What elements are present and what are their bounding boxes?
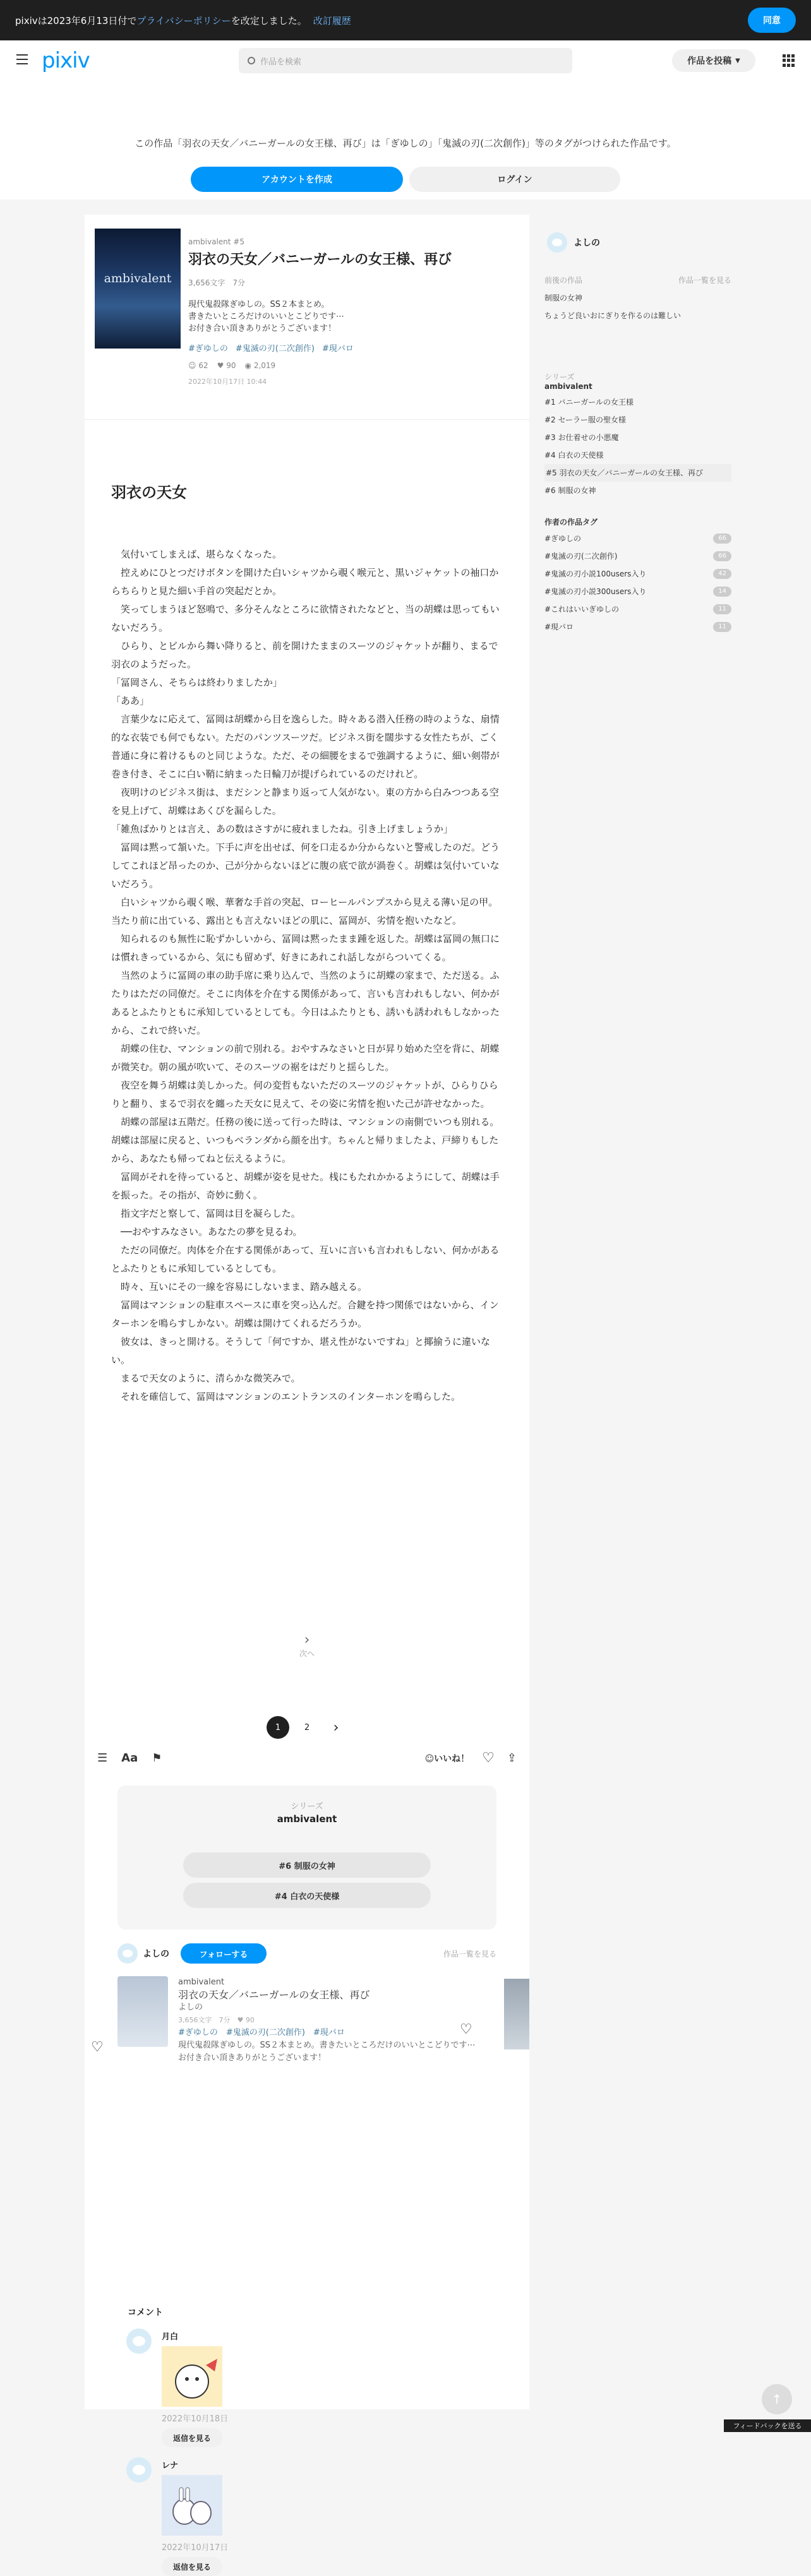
card-info — [178, 1976, 481, 2065]
novel-paragraph: 「ああ」 — [111, 695, 150, 707]
view-replies-button[interactable]: 返信を見る — [162, 2428, 222, 2447]
search-placeholder: 作品を検索 — [260, 57, 302, 67]
comment-stamp — [162, 2346, 222, 2407]
desc-line: 書きたいところだけのいいとこどりです⋯ — [188, 311, 345, 321]
list-icon[interactable]: ☰ — [97, 1751, 108, 1765]
recent-item[interactable]: 制服の女神 — [544, 294, 583, 302]
like-count-value: 62 — [198, 361, 208, 370]
card-tags[interactable]: #ぎゆしの #鬼滅の刃(二次創作) #現パロ — [178, 2028, 345, 2037]
card-meta: 3,656文字 7分 ♥ 90 — [178, 2016, 255, 2024]
novel-body-text — [111, 546, 503, 1406]
search-icon — [248, 57, 255, 64]
privacy-policy-link[interactable]: プライバシーポリシー — [136, 15, 231, 27]
series-box-label: シリーズ — [291, 1802, 323, 1811]
comment-date: 2022年10月18日 — [162, 2414, 229, 2424]
bookmark-icon[interactable]: ⚑ — [152, 1751, 162, 1765]
novel-paragraph: 笑ってしまうほど怒鳴で、多分そんなところに欲情されたなどと、当の胡蝶は思ってもいないだろう。 — [111, 604, 500, 633]
card-title[interactable]: 羽衣の天女／バニーガールの女王様、再び — [178, 1989, 370, 2001]
author-tag[interactable] — [544, 530, 731, 547]
create-account-button[interactable]: アカウントを作成 — [191, 167, 403, 192]
novel-paragraph: 知られるのも無性に恥ずかしいから、冨岡は黙ったまま踵を返した。胡蝶は冨岡の無口には慣れきっているから、気にも留めず、好きにあれこれ話しながらついてくる。 — [111, 933, 500, 963]
recent-item[interactable]: ちょうど良いおにぎりを作るのは難しい — [544, 311, 682, 320]
tag-link[interactable]: #鬼滅の刃(二次創作) — [235, 343, 315, 354]
iine-label: いいね！ — [434, 1753, 470, 1764]
author-tag[interactable] — [544, 565, 731, 583]
notice-text-after: を改定しました。 — [231, 15, 307, 27]
recent-label: 前後の作品 — [544, 276, 583, 285]
sidebar-recent — [544, 271, 731, 325]
series-navigation-box — [117, 1786, 496, 1929]
tag-name: #鬼滅の刃(二次創作) — [544, 552, 618, 561]
avatar[interactable] — [126, 2329, 152, 2354]
page-2-button[interactable]: 2 — [304, 1722, 310, 1732]
tag-name: #これはいいぎゆしの — [544, 605, 620, 614]
tag-link[interactable]: #ぎゆしの — [188, 343, 228, 354]
next-page-link[interactable] — [85, 1633, 529, 1659]
avatar[interactable] — [547, 232, 567, 253]
card-author[interactable]: よしの — [178, 2003, 203, 2012]
smile-icon: ☺ — [424, 1753, 435, 1764]
work-stats — [188, 361, 517, 370]
page-1-button[interactable]: 1 — [267, 1716, 289, 1739]
like-icon: ☺ — [188, 361, 196, 370]
author-tag[interactable] — [544, 618, 731, 636]
reader-toolbar — [85, 1743, 529, 1778]
series-prev-button[interactable]: #4 白衣の天使様 — [183, 1883, 431, 1908]
novel-main-panel — [85, 215, 529, 2572]
tag-name: #現パロ — [544, 623, 574, 631]
tag-count: 42 — [713, 569, 731, 579]
chevron-down-icon: ▼ — [735, 57, 740, 64]
apps-grid-icon[interactable] — [783, 54, 795, 67]
tag-count: 14 — [713, 587, 731, 597]
post-date: 2022年10月17日 10:44 — [188, 377, 267, 386]
view-count-value: 2,019 — [253, 361, 276, 370]
novel-paragraph: 彼女は、きっと開ける。そうして「何ですか、堪え性がないですね」と揶揄うに違いない。 — [111, 1336, 491, 1366]
series-next-button[interactable]: #6 制服の女神 — [183, 1852, 431, 1878]
comments-heading: コメント — [128, 2308, 163, 2318]
novel-paragraph: ただの同僚だ。肉体を介在する関係があって、互いに言いも言われもしない、何かがあるとふたりともに承知しているとしても。 — [111, 1244, 500, 1274]
heart-icon: ♥ — [217, 361, 224, 370]
novel-cover-image[interactable] — [95, 229, 181, 349]
avatar[interactable] — [117, 1943, 138, 1964]
series-label[interactable]: ambivalent #5 — [188, 237, 244, 246]
card-series: ambivalent — [178, 1977, 225, 1987]
tag-name: #ぎゆしの — [544, 534, 582, 543]
post-work-button[interactable] — [672, 49, 755, 72]
revision-history-link[interactable]: 改訂履歴 — [313, 15, 351, 27]
post-work-label: 作品を投稿 — [687, 56, 732, 66]
like-count — [188, 361, 208, 370]
tag-count: 66 — [713, 551, 731, 561]
novel-paragraph: 「雑魚ばかりとは言え、あの数はさすがに疲れましたね。引き上げましょうか」 — [111, 823, 453, 835]
sidebar-author-name[interactable]: よしの — [574, 238, 600, 248]
tag-link[interactable]: #現パロ — [321, 343, 354, 354]
tag-count: 66 — [713, 534, 731, 544]
desc-line: お付き合い頂きありがとうございます！ — [188, 323, 337, 333]
series-item[interactable]: #3 お仕着せの小悪魔 — [544, 433, 619, 442]
avatar[interactable] — [126, 2457, 152, 2483]
sidebar-series — [544, 371, 731, 499]
chevron-right-icon: › — [304, 1632, 310, 1648]
novel-paragraph: それを確信して、冨岡はマンションのエントランスのインターホンを鳴らした。 — [111, 1391, 460, 1402]
work-description — [188, 299, 517, 335]
novel-paragraph: 胡蝶の部屋は五階だ。任務の後に送って行った時は、マンションの南側でいつも別れる。胡蝶は部屋に戻ると、いつもベランダから顔を出す。ちゃんと帰りましたよ、戸締りもしたから、あなたも帰ってねと伝えるように。 — [111, 1116, 500, 1164]
series-item[interactable]: #4 白衣の天使様 — [544, 451, 604, 460]
heart-icon[interactable]: ♡ — [91, 2039, 104, 2055]
feedback-button[interactable]: フィードバックを送る — [724, 2419, 811, 2432]
search-input[interactable] — [239, 48, 572, 73]
view-list-link[interactable]: 作品一覧を見る — [678, 276, 731, 285]
cover-title-text: ambivalent — [104, 271, 172, 285]
comment-date: 2022年10月17日 — [162, 2543, 229, 2553]
novel-paragraph: 気付いてしまえば、堪らなくなった。 — [111, 549, 282, 560]
card-desc: 現代鬼殺隊ぎゆしの。SS２本まとめ。書きたいところだけのいいとこどりです⋯お付き合い頂きありがとうございます！ — [178, 2041, 476, 2063]
work-card[interactable] — [117, 1976, 496, 2065]
heart-icon[interactable]: ♡ — [460, 2022, 472, 2037]
chapter-title: 羽衣の天女 — [111, 484, 187, 501]
eye-icon: ◉ — [244, 361, 251, 370]
comment-author[interactable]: 月白 — [162, 2332, 179, 2342]
author-tag[interactable] — [544, 600, 731, 618]
menu-icon[interactable] — [16, 54, 28, 64]
tag-name: #鬼滅の刃小説100users入り — [544, 569, 647, 578]
bookmark-count-value: 90 — [226, 361, 236, 370]
tag-count: 11 — [713, 622, 731, 632]
pixiv-logo[interactable]: pixiv — [42, 48, 90, 73]
site-header — [0, 40, 811, 81]
sidebar-author — [542, 230, 731, 255]
novel-paragraph: 控えめにひとつだけボタンを開けた白いシャツから覗く喉元と、黒いジャケットの袖口からちらりと見た細い手首の突起だとか。 — [111, 567, 499, 597]
author-name[interactable]: よしの — [143, 1949, 169, 1959]
follow-button[interactable]: フォローする — [181, 1943, 267, 1964]
card-thumbnail[interactable] — [117, 1976, 168, 2047]
work-tags — [188, 342, 517, 354]
work-meta: 3,656文字 7分 — [188, 278, 245, 287]
next-card-thumbnail[interactable] — [504, 1979, 529, 2049]
agree-button[interactable]: 同意 — [748, 8, 796, 33]
pagination — [85, 1716, 529, 1739]
privacy-notice-bar — [0, 0, 811, 40]
heart-icon[interactable]: ♡ — [482, 1750, 495, 1766]
novel-paragraph: 当然のように冨岡の車の助手席に乗り込んで、当然のように胡蝶の家まで、ただ送る。ふたりはただの同僚だ。そこに肉体を介在する関係があって、言いも言われもしない、何かがあるとふたりともに承知しているとしても。今日はふたりとも、誘いも誘われもしなかったから、これで終いだ。 — [111, 970, 500, 1036]
divider — [85, 419, 529, 420]
novel-paragraph: 冨岡がそれを待っていると、胡蝶が姿を見せた。桟にもたれかかるようにして、胡蝶は手を振った。その指が、奇妙に動く。 — [111, 1171, 500, 1201]
novel-paragraph: 言葉少なに応えて、冨岡は胡蝶から目を逸らした。時々ある潜入任務の時のような、扇情的な衣装でも何でもない。ただのパンツスーツだ。ビジネス街を闊歩する女性たちが、ごく普通に身に着けるものと同じような。ただ、その細腰をまるで強調するように、細い剣帯が巻き付き、そこに白い鞘に納まった日輪刀が提げられているのだけれど。 — [111, 713, 500, 780]
comment-stamp — [162, 2475, 222, 2536]
view-replies-button[interactable]: 返信を見る — [162, 2557, 222, 2576]
novel-paragraph: 夜明けのビジネス街は、まだシンと静まり返って人気がない。東の方から白みつつある空を見上げて、胡蝶はあくびを漏らした。 — [111, 787, 499, 816]
notice-text-before: pixivは2023年6月13日付で — [15, 15, 137, 27]
novel-paragraph: 白いシャツから覗く喉、華奢な手首の突起、ローヒールパンプスから見える薄い足の甲。当たり前に出ている、露出とも言えないほどの肌に、冨岡が、劣情を抱いたなど。 — [111, 897, 498, 926]
tags-label: 作者の作品タグ — [544, 518, 598, 527]
novel-paragraph: ──おやすみなさい。あなたの夢を見るわ。 — [111, 1226, 303, 1237]
author-row — [117, 1941, 496, 1966]
iine-button[interactable] — [425, 1752, 470, 1765]
author-tag[interactable] — [544, 583, 731, 600]
series-item[interactable]: #6 制服の女神 — [544, 486, 596, 495]
series-box-title[interactable]: ambivalent — [277, 1813, 337, 1825]
tag-name: #鬼滅の刃小説300users入り — [544, 587, 647, 596]
desc-line: 現代鬼殺隊ぎゆしの。SS２本まとめ。 — [188, 300, 330, 309]
login-button[interactable]: ログイン — [409, 167, 620, 192]
series-label: シリーズ — [544, 373, 575, 381]
novel-paragraph: 冨岡は黙って頷いた。下手に声を出せば、何を口走るか分からないと警戒したのだ。どうしてこれほど昂ったのか、己が分からないほどに腹の底で欲が渦巻く。胡蝶は気付いていないだろう。 — [111, 842, 500, 890]
novel-paragraph: 胡蝶の住む、マンションの前で別れる。おやすみなさいと日が昇り始めた空を背に、胡蝶が微笑む。朝の風が吹いて、そのスーツの裾をはだりと揺らした。 — [111, 1043, 500, 1073]
tag-count: 11 — [713, 604, 731, 614]
novel-paragraph: まるで天女のように、清らかな微笑みで。 — [111, 1373, 301, 1384]
font-settings-icon[interactable]: Aa — [121, 1751, 138, 1765]
scroll-to-top-button[interactable]: ↑ — [762, 2384, 792, 2414]
novel-paragraph: 冨岡はマンションの駐車スペースに車を突っ込んだ。合鍵を持つ関係ではないから、インターホンを鳴らすしかない。胡蝶は開けてくれるだろうか。 — [111, 1299, 499, 1329]
novel-paragraph: ひらり、とビルから舞い降りると、前を開けたままのスーツのジャケットが翻り、まるで羽衣のようだった。 — [111, 640, 498, 670]
view-list-link[interactable]: 作品一覧を見る — [443, 1950, 496, 1959]
signup-promo — [0, 81, 811, 200]
novel-paragraph: 夜空を舞う胡蝶は美しかった。何の変哲もないただのスーツのジャケットが、ひらりひらりと翻り、まるで羽衣を纏った天女に見えて、その姿に劣情を抱いた己が許せなかった。 — [111, 1080, 498, 1109]
series-item[interactable]: #1 バニーガールの女王様 — [544, 398, 634, 407]
next-label: 次へ — [299, 1649, 315, 1658]
work-title: 羽衣の天女／バニーガールの女王様、再び — [188, 252, 452, 268]
novel-paragraph: 時々、互いにその一線を容易にしないまま、踏み越える。 — [111, 1281, 368, 1292]
promo-text: この作品「羽衣の天女／バニーガールの女王様、再び」は「ぎゆしの」「鬼滅の刃(二次創作)」等のタグがつけられた作品です。 — [135, 138, 676, 149]
comment-author[interactable]: レナ — [162, 2461, 179, 2471]
bookmark-count — [217, 361, 236, 370]
chevron-right-icon[interactable]: › — [333, 1719, 339, 1736]
novel-paragraph: 指文字だと察して、冨岡は目を凝らした。 — [111, 1208, 301, 1219]
series-name[interactable]: ambivalent — [544, 382, 592, 391]
sidebar-tags — [544, 516, 731, 636]
share-icon[interactable]: ⇪ — [507, 1751, 517, 1765]
series-item-current[interactable]: #5 羽衣の天女／バニーガールの女王様、再び — [544, 464, 731, 482]
view-count — [245, 361, 276, 370]
work-info — [188, 237, 517, 386]
series-item[interactable]: #2 セーラー服の聖女様 — [544, 415, 627, 424]
novel-paragraph: 「冨岡さん、そちらは終わりましたか」 — [111, 677, 282, 688]
author-tag[interactable] — [544, 547, 731, 565]
